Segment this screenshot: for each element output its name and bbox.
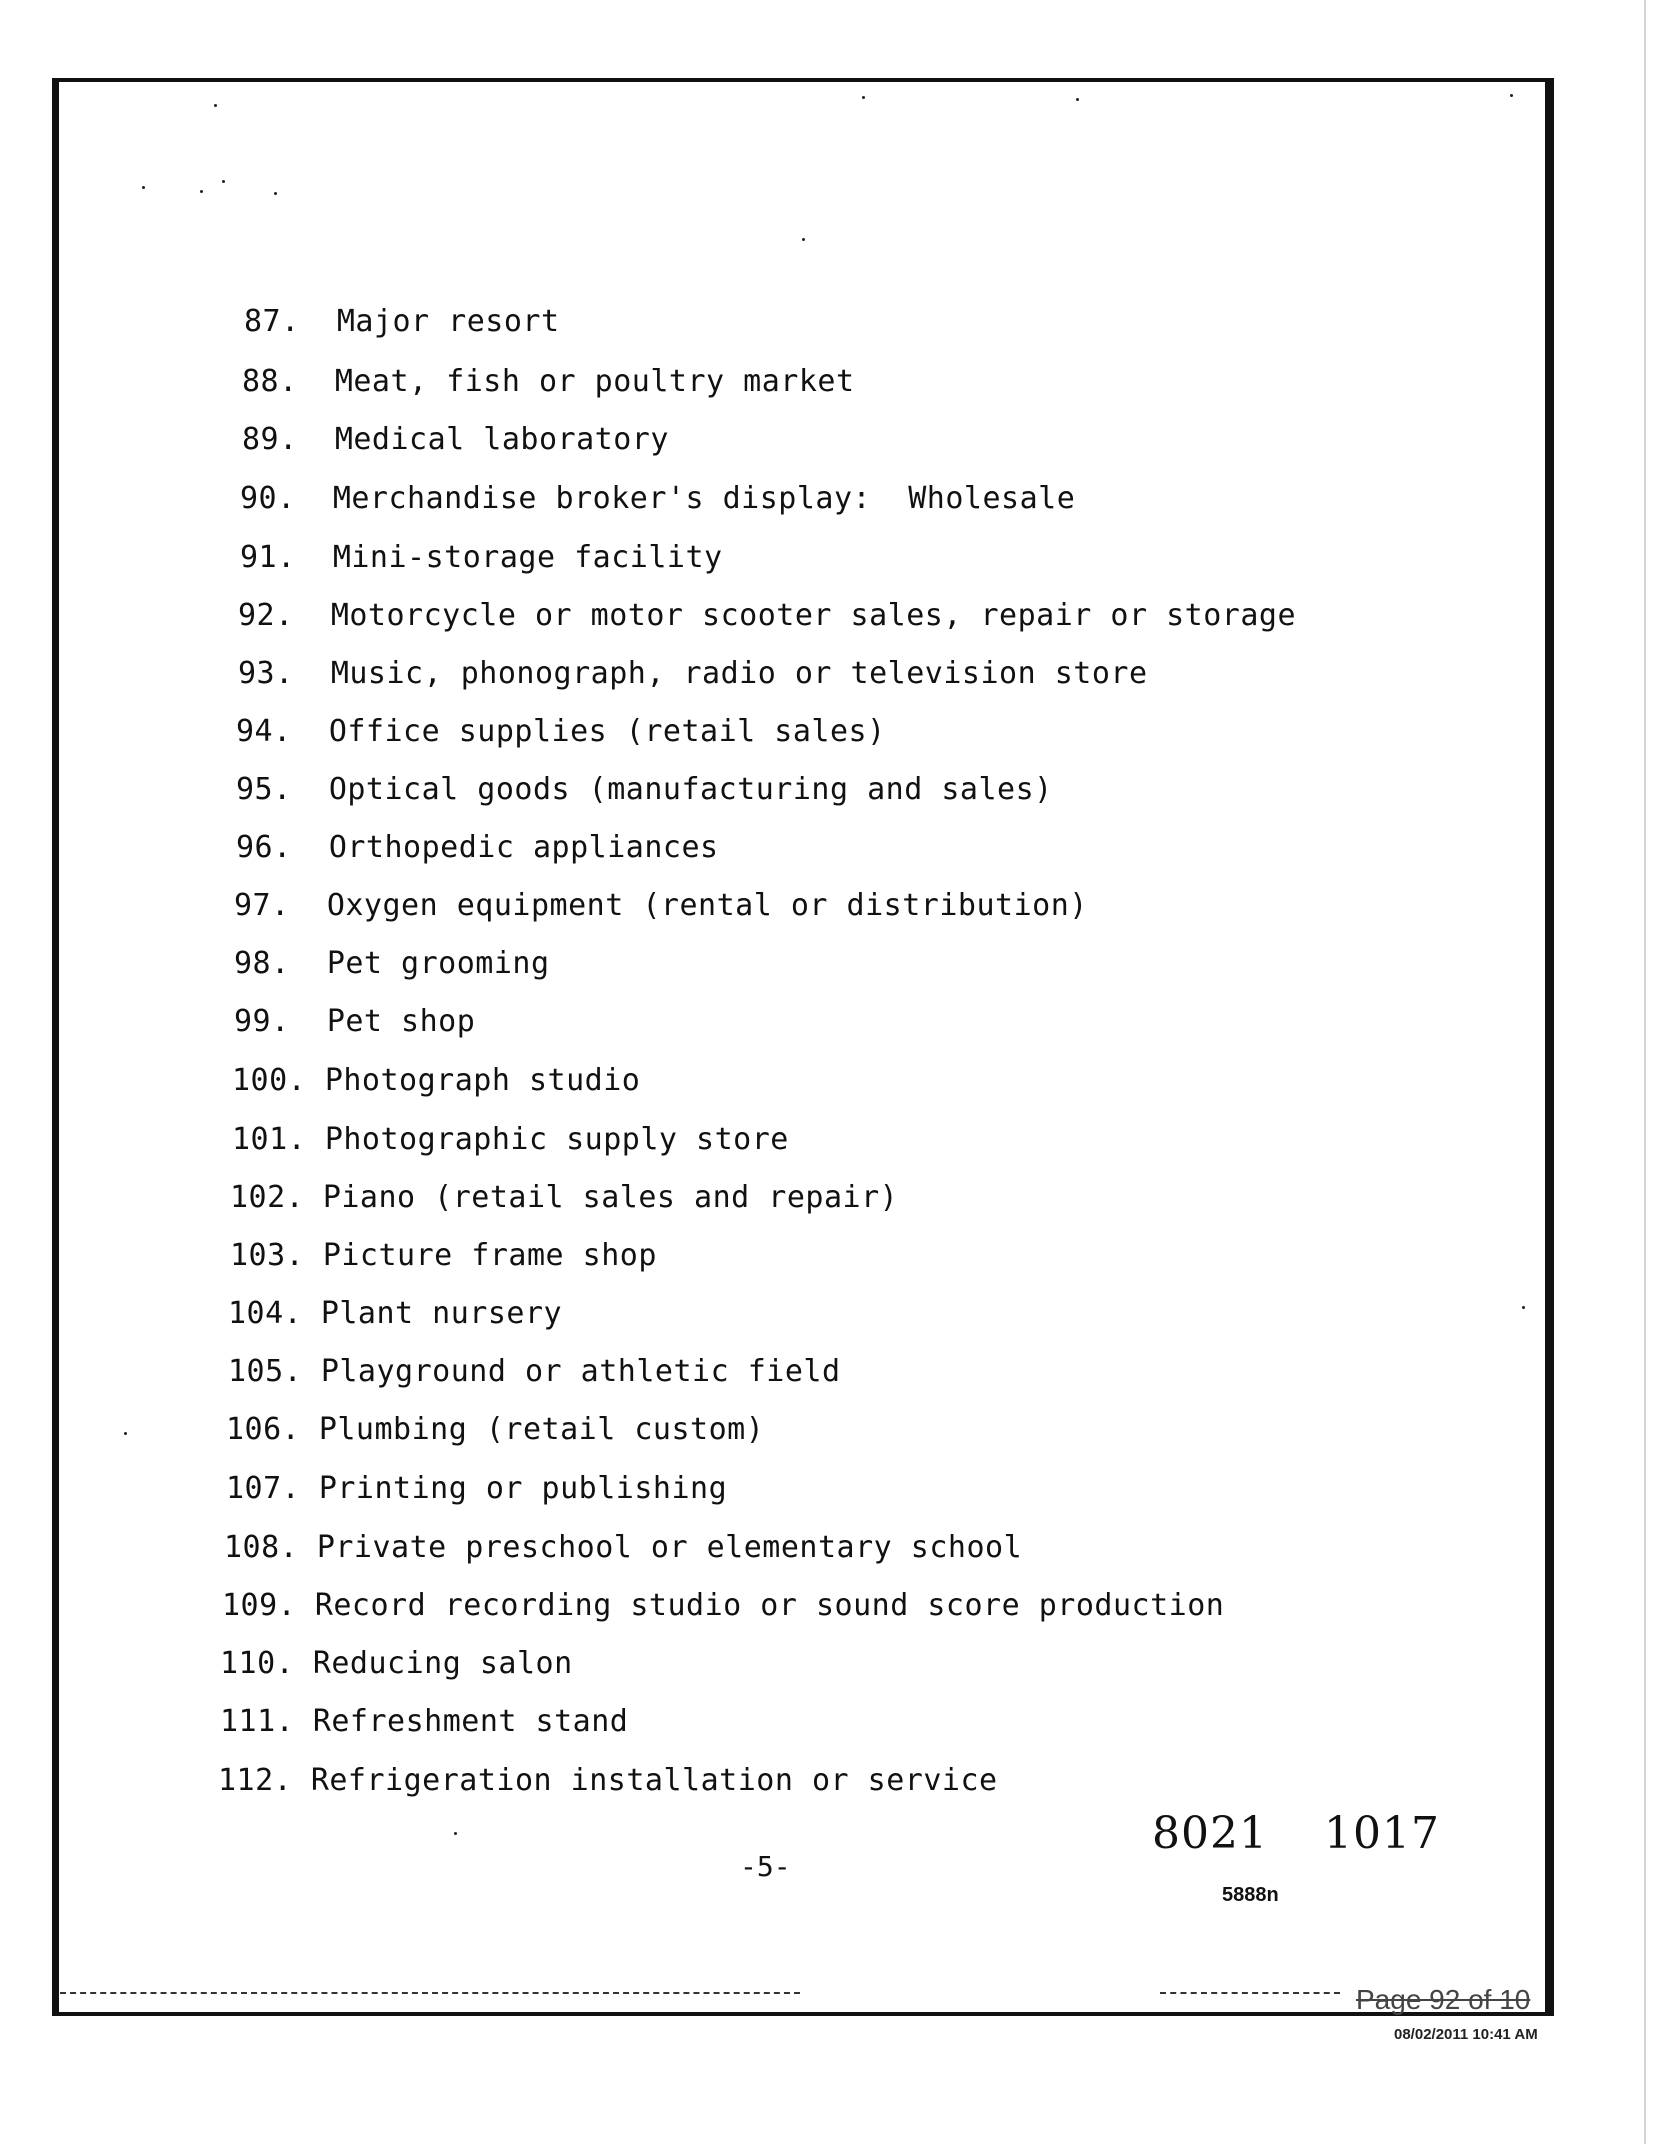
list-item-number: 88. bbox=[242, 364, 298, 399]
list-item bbox=[232, 1122, 789, 1157]
list-item bbox=[238, 598, 1296, 633]
print-timestamp: 08/02/2011 10:41 AM bbox=[1394, 2026, 1538, 2043]
list-item-text: Music, phonograph, radio or television store bbox=[330, 656, 1148, 691]
list-item-number: 94. bbox=[236, 714, 292, 749]
scan-speck bbox=[274, 192, 277, 195]
list-item bbox=[230, 1180, 898, 1215]
list-item bbox=[226, 1471, 727, 1506]
scan-speck bbox=[1510, 94, 1513, 97]
list-item-number: 87. bbox=[244, 304, 300, 339]
list-item-text: Mini-storage facility bbox=[332, 540, 723, 575]
list-item bbox=[220, 1704, 628, 1739]
list-item bbox=[242, 422, 669, 457]
list-item bbox=[220, 1646, 573, 1681]
list-item-number: 110. bbox=[220, 1646, 295, 1681]
list-item-number: 108. bbox=[224, 1530, 299, 1565]
list-item-text: Refreshment stand bbox=[312, 1704, 629, 1739]
list-item-text: Pet grooming bbox=[326, 946, 550, 981]
list-item-number: 101. bbox=[232, 1122, 307, 1157]
list-item bbox=[228, 1296, 562, 1331]
list-item bbox=[230, 1238, 657, 1273]
list-item bbox=[232, 1063, 640, 1098]
list-item-number: 93. bbox=[238, 656, 294, 691]
list-item-number: 105. bbox=[228, 1354, 303, 1389]
list-item-text: Plant nursery bbox=[320, 1296, 563, 1331]
list-item-text: Merchandise broker's display: Wholesale bbox=[332, 481, 1076, 516]
list-item-text: Photograph studio bbox=[324, 1063, 641, 1098]
list-item-number: 106. bbox=[226, 1412, 301, 1447]
bottom-rule bbox=[60, 1992, 800, 1994]
list-item-number: 91. bbox=[240, 540, 296, 575]
list-item bbox=[224, 1530, 1022, 1565]
page-of-label: Page 92 of 10 bbox=[1356, 1984, 1531, 2015]
bates-stamp-right: 1017 bbox=[1323, 1808, 1440, 1859]
list-item-text: Private preschool or elementary school bbox=[316, 1530, 1023, 1565]
list-item bbox=[222, 1588, 1224, 1623]
list-item-text: Printing or publishing bbox=[318, 1471, 728, 1506]
list-item-text: Plumbing (retail custom) bbox=[318, 1412, 765, 1447]
scan-speck bbox=[1076, 98, 1079, 101]
list-item-text: Playground or athletic field bbox=[320, 1354, 841, 1389]
list-item-number: 107. bbox=[226, 1471, 301, 1506]
list-item-number: 102. bbox=[230, 1180, 305, 1215]
list-item bbox=[234, 946, 550, 981]
list-item bbox=[236, 772, 1053, 807]
list-item-text: Reducing salon bbox=[312, 1646, 573, 1681]
bates-stamp-left: 8021 bbox=[1152, 1808, 1268, 1859]
list-item-number: 95. bbox=[236, 772, 292, 807]
list-item bbox=[242, 364, 855, 399]
list-item bbox=[234, 1004, 475, 1039]
bates-stamp bbox=[1152, 1808, 1440, 1859]
list-item-text: Motorcycle or motor scooter sales, repair or storage bbox=[330, 598, 1297, 633]
list-item-text: Pet shop bbox=[326, 1004, 476, 1039]
list-item-text: Oxygen equipment (rental or distribution) bbox=[326, 888, 1088, 923]
scan-speck bbox=[454, 1832, 457, 1835]
list-item bbox=[236, 830, 719, 865]
list-item-number: 103. bbox=[230, 1238, 305, 1273]
list-item-text: Refrigeration installation or service bbox=[310, 1763, 998, 1798]
list-item-number: 111. bbox=[220, 1704, 295, 1739]
list-item bbox=[240, 540, 723, 575]
page-edge-rule bbox=[1644, 0, 1646, 2144]
list-item-number: 92. bbox=[238, 598, 294, 633]
list-item bbox=[238, 656, 1148, 691]
list-item-number: 96. bbox=[236, 830, 292, 865]
page-number: -5- bbox=[740, 1850, 791, 1883]
list-item-text: Picture frame shop bbox=[322, 1238, 657, 1273]
list-item-text: Record recording studio or sound score production bbox=[314, 1588, 1225, 1623]
list-item-number: 98. bbox=[234, 946, 290, 981]
list-item-number: 90. bbox=[240, 481, 296, 516]
list-item-text: Meat, fish or poultry market bbox=[334, 364, 855, 399]
list-item-number: 89. bbox=[242, 422, 298, 457]
list-item-number: 99. bbox=[234, 1004, 290, 1039]
list-item-text: Photographic supply store bbox=[324, 1122, 789, 1157]
list-item-number: 100. bbox=[232, 1063, 307, 1098]
scan-speck bbox=[124, 1432, 127, 1435]
list-item-number: 112. bbox=[218, 1763, 293, 1798]
list-item-text: Optical goods (manufacturing and sales) bbox=[328, 772, 1053, 807]
list-item-text: Piano (retail sales and repair) bbox=[322, 1180, 899, 1215]
list-item-number: 97. bbox=[234, 888, 290, 923]
scan-speck bbox=[222, 180, 225, 183]
list-item-number: 109. bbox=[222, 1588, 297, 1623]
list-item bbox=[228, 1354, 841, 1389]
list-item-text: Major resort bbox=[336, 304, 560, 339]
list-item-number: 104. bbox=[228, 1296, 303, 1331]
list-item bbox=[240, 481, 1075, 516]
bottom-rule bbox=[1160, 1992, 1340, 1994]
document-code: 5888n bbox=[1222, 1884, 1279, 1906]
scan-speck bbox=[862, 96, 865, 99]
list-item bbox=[244, 304, 560, 339]
list-item-text: Medical laboratory bbox=[334, 422, 669, 457]
scan-speck bbox=[214, 104, 217, 107]
list-item-text: Office supplies (retail sales) bbox=[328, 714, 886, 749]
list-item bbox=[236, 714, 886, 749]
list-item bbox=[226, 1412, 764, 1447]
list-item bbox=[234, 888, 1088, 923]
scan-speck bbox=[1522, 1306, 1525, 1309]
list-item-text: Orthopedic appliances bbox=[328, 830, 719, 865]
scan-speck bbox=[142, 186, 145, 189]
scan-speck bbox=[802, 238, 805, 241]
list-item bbox=[218, 1763, 998, 1798]
scan-speck bbox=[200, 190, 203, 193]
